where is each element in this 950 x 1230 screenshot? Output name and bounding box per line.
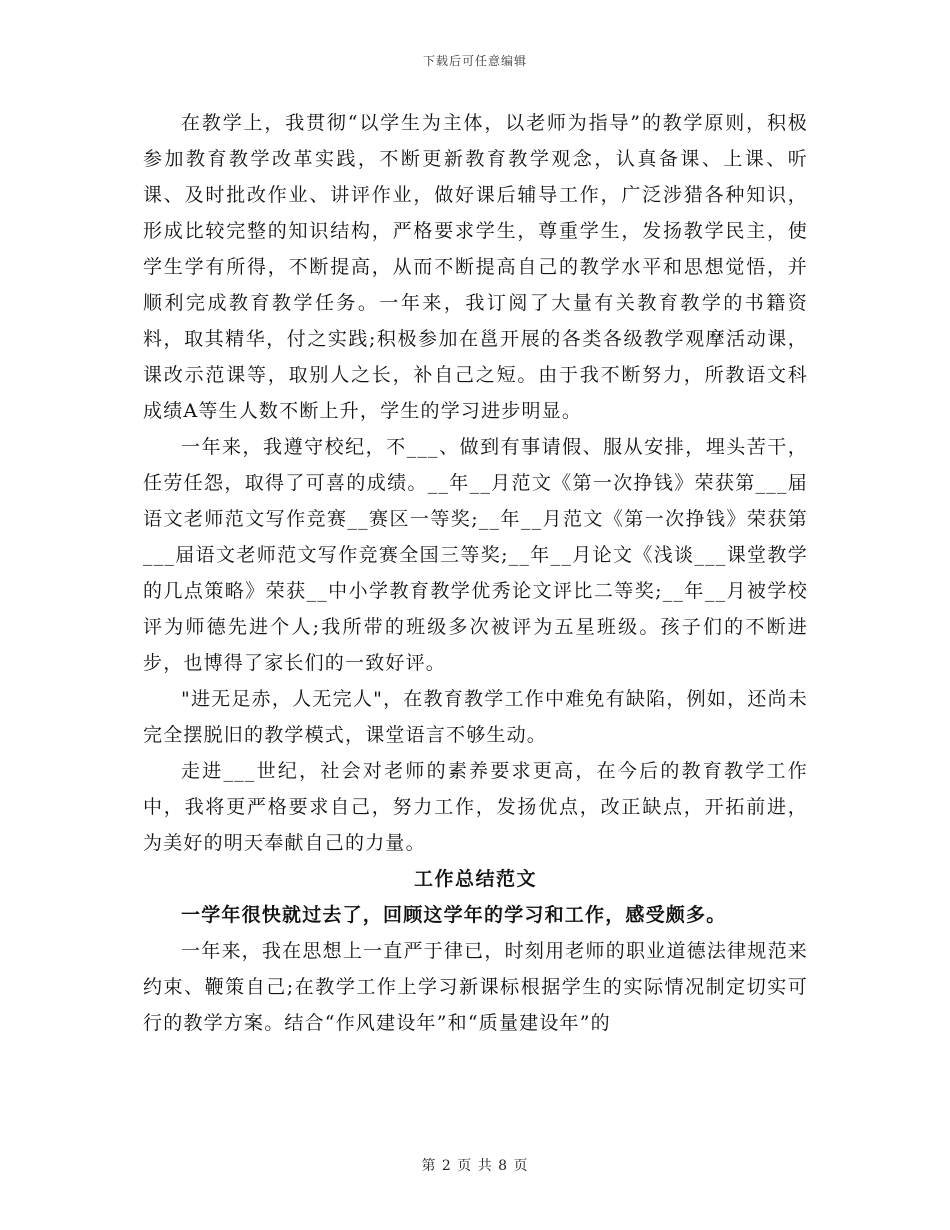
section-title: 工作总结范文 [413,868,537,890]
page-number: 第 2 页 共 8 页 [421,1158,529,1174]
section-subtitle: 一学年很快就过去了，回顾这学年的学习和工作，感受颇多。 [181,904,727,926]
document-body [143,105,808,1041]
page-header: 下载后可任意编辑 [422,54,527,68]
section-paragraph: 一年来，我在思想上一直严于律已，时刻用老师的职业道德法律规范来约束、鞭策自己;在教学工作上学习新课标根据学生的实际情况制定切实可行的教学方案。结合“作风建设年”和“质量建设年”的 [143,940,808,1034]
paragraph-outlook: 走进___世纪，社会对老师的素养要求更高，在今后的教育教学工作中，我将更严格要求自己，努力工作，发扬优点，改正缺点，开拓前进，为美好的明天奉献自己的力量。 [143,760,808,854]
paragraph-teaching: 在教学上，我贯彻“以学生为主体，以老师为指导”的教学原则，积极参加教育教学改革实践，不断更新教育教学观念，认真备课、上课、听课、及时批改作业、讲评作业，做好课后辅导工作，广泛涉猎各种知识，形成比较完整的知识结构，严格要求学生，尊重学生，发扬教学民主，使学生学有所得，不断提高，从而不断提高自己的教学水平和思想觉悟，并顺利完成教育教学任务。一年来，我订阅了大量有关教育教学的书籍资料，取其精华，付之实践;积极参加在邕开展的各类各级教学观摩活动课，课改示范课等，取别人之长，补自己之短。由于我不断努力，所教语文科成绩A等生人数不断上升，学生的学习进步明显。 [143,112,808,422]
paragraph-achievements: 一年来，我遵守校纪，不___、做到有事请假、服从安排，埋头苦干，任劳任怨，取得了可喜的成绩。__年__月范文《第一次挣钱》荣获第___届语文老师范文写作竞赛__赛区一等奖;__年__月范文《第一次挣钱》荣获第___届语文老师范文写作竞赛全国三等奖;__年__月论文《浅谈___课堂教学的几点策略》荣获__中小学教育教学优秀论文评比二等奖;__年__月被学校评为师德先进个人;我所带的班级多次被评为五星班级。孩子们的不断进步，也博得了家长们的一致好评。 [143,436,808,674]
paragraph-shortcomings: "进无足赤，人无完人"，在教育教学工作中难免有缺陷，例如，还尚未完全摆脱旧的教学模式，课堂语言不够生动。 [143,688,808,746]
